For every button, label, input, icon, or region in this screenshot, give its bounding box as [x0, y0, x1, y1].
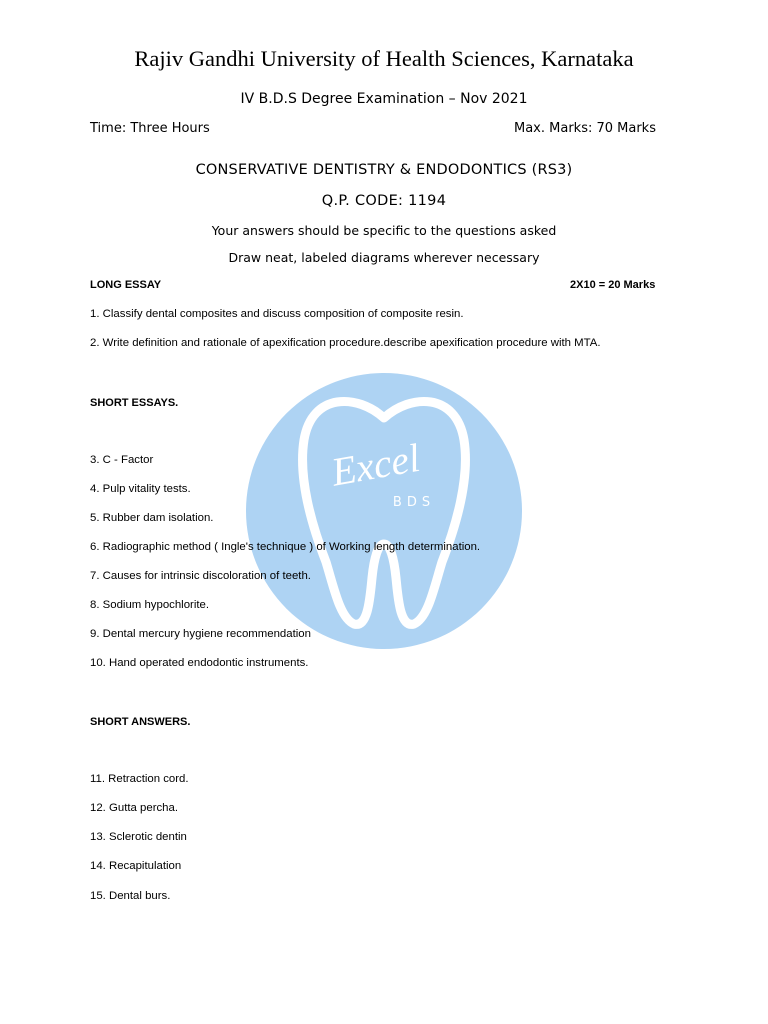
question-item: 1. Classify dental composites and discuss composition of composite resin.	[90, 308, 464, 320]
long-essay-marks: 2X10 = 20 Marks	[570, 279, 656, 291]
max-marks-label: Max. Marks: 70 Marks	[514, 121, 656, 136]
watermark-brand: Excel	[328, 434, 424, 495]
short-essays-heading: SHORT ESSAYS.	[90, 397, 179, 409]
subject-title: CONSERVATIVE DENTISTRY & ENDODONTICS (RS3)	[195, 162, 573, 178]
question-item: 11. Retraction cord.	[90, 773, 189, 785]
question-item: 6. Radiographic method ( Ingle's technique ) of Working length determination.	[90, 541, 481, 553]
question-item: 15. Dental burs.	[90, 890, 171, 902]
question-item: 14. Recapitulation	[90, 860, 182, 872]
question-item: 10. Hand operated endodontic instruments.	[90, 657, 309, 669]
watermark-sub: BDS	[392, 495, 436, 510]
tooth-logo-watermark	[246, 366, 522, 656]
question-item: 8. Sodium hypochlorite.	[90, 599, 210, 611]
question-item: 3. C - Factor	[90, 454, 154, 466]
question-item: 9. Dental mercury hygiene recommendation	[90, 628, 311, 640]
qp-code: Q.P. CODE: 1194	[321, 193, 447, 209]
short-answers-heading: SHORT ANSWERS.	[90, 716, 191, 728]
long-essay-heading: LONG ESSAY	[90, 279, 162, 291]
question-item: 12. Gutta percha.	[90, 802, 179, 814]
instruction: Draw neat, labeled diagrams wherever necessary	[228, 250, 540, 265]
time-label: Time: Three Hours	[90, 121, 210, 136]
question-item: 4. Pulp vitality tests.	[90, 483, 191, 495]
question-item: 5. Rubber dam isolation.	[90, 512, 214, 524]
exam-title: IV B.D.S Degree Examination – Nov 2021	[240, 91, 528, 107]
university-title: Rajiv Gandhi University of Health Sciences, Karnataka	[134, 46, 634, 71]
question-item: 2. Write definition and rationale of apexification procedure.describe apexification procedure with MTA.	[90, 337, 601, 349]
question-item: 7. Causes for intrinsic discoloration of teeth.	[90, 570, 311, 582]
instruction: Your answers should be specific to the questions asked	[211, 223, 557, 238]
question-item: 13. Sclerotic dentin	[90, 831, 187, 843]
